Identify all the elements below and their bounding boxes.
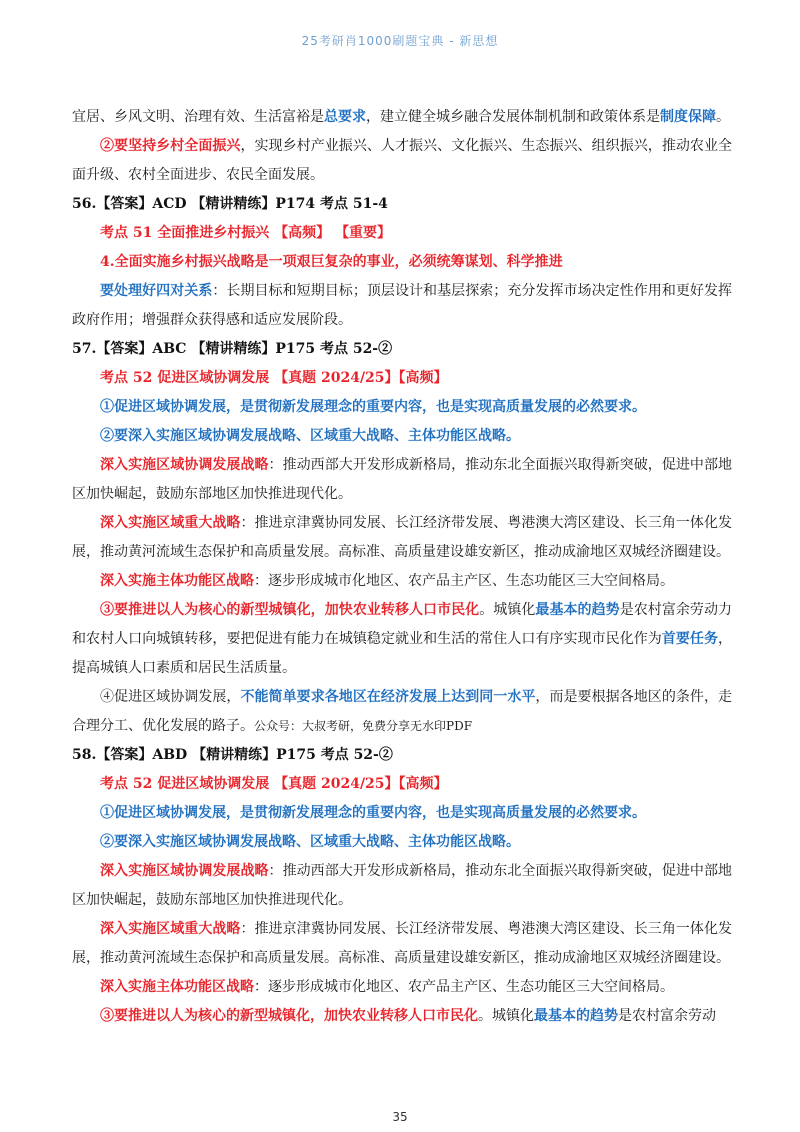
document-body — [72, 103, 732, 1031]
highlight: 深入实施区域重大战略 — [100, 921, 241, 937]
point-58-3 — [72, 1002, 732, 1031]
page-header: 25考研肖1000刷题宝典 - 新思想 — [301, 34, 499, 48]
text: 。 — [716, 109, 730, 125]
text: 。城镇化 — [479, 602, 536, 618]
highlight: 深入实施区域重大战略 — [100, 515, 241, 531]
point-57-1: ①促进区域协调发展，是贯彻新发展理念的重要内容，也是实现高质量发展的必然要求。 — [100, 399, 646, 415]
text: ，提高城镇人口素质和居民生活质量。 — [72, 631, 733, 676]
answer-56: 56.【答案】ACD 【精讲精练】P174 考点 51-4 — [72, 196, 388, 212]
highlight: 最基本的趋势 — [535, 602, 620, 618]
topic-58: 考点 52 促进区域协调发展 【真题 2024/25】【高频】 — [100, 776, 448, 792]
point-56: 4.全面实施乡村振兴战略是一项艰巨复杂的事业，必须统筹谋划、科学推进 — [100, 254, 563, 270]
text: 宜居、乡风文明、治理有效、生活富裕是 — [72, 109, 324, 125]
relations-56 — [72, 277, 732, 335]
answer-58: 58.【答案】ABD 【精讲精练】P175 考点 52-② — [72, 747, 393, 763]
highlight: 制度保障 — [660, 109, 716, 125]
text: ：逐步形成城市化地区、农产品主产区、生态功能区三大空间格局。 — [254, 573, 674, 589]
strategy-58-1 — [72, 857, 732, 915]
strategy-57-2 — [72, 509, 732, 567]
highlight: 深入实施区域协调发展战略 — [100, 457, 269, 473]
highlight: 不能简单要求各地区在经济发展上达到同一水平 — [240, 689, 536, 705]
highlight: 深入实施主体功能区战略 — [100, 573, 254, 589]
text: ：逐步形成城市化地区、农产品主产区、生态功能区三大空间格局。 — [254, 979, 674, 995]
text: ：推进京津冀协同发展、长江经济带发展、粤港澳大湾区建设、长三角一体化发展，推动黄河流域生态保护和高质量发展。高标准、高质量建设雄安新区，推动成渝地区双城经济圈建设。 — [72, 515, 733, 560]
text: ，而是要根据各地区的条件，走合理分工、优化发展的路子。 — [72, 689, 733, 734]
text: ：推动西部大开发形成新格局，推动东北全面振兴取得新突破，促进中部地区加快崛起，鼓励东部地区加快推进现代化。 — [72, 863, 732, 908]
point-58-2: ②要深入实施区域协调发展战略、区域重大战略、主体功能区战略。 — [100, 834, 520, 850]
answer-57: 57.【答案】ABC 【精讲精练】P175 考点 52-② — [72, 341, 393, 357]
text: 是农村富余劳动力和农村人口向城镇转移，要把促进有能力在城镇稳定就业和生活的常住人口有序实现市民化作为 — [72, 602, 733, 647]
point-57-4 — [72, 683, 732, 741]
highlight: ③要推进以人为核心的新型城镇化，加快农业转移人口市民化 — [100, 602, 480, 618]
watermark-note: 公众号：大叔考研，免费分享无水印PDF — [254, 719, 473, 733]
text: 。城镇化 — [478, 1008, 534, 1024]
point-57-2: ②要深入实施区域协调发展战略、区域重大战略、主体功能区战略。 — [100, 428, 520, 444]
text: 是农村富余劳动 — [618, 1008, 716, 1024]
strategy-57-3 — [72, 567, 732, 596]
highlight: 要处理好四对关系 — [100, 283, 213, 299]
highlight: 首要任务 — [661, 631, 719, 647]
highlight: 深入实施主体功能区战略 — [100, 979, 254, 995]
point-58-1: ①促进区域协调发展，是贯彻新发展理念的重要内容，也是实现高质量发展的必然要求。 — [100, 805, 646, 821]
point-57-3 — [72, 596, 732, 683]
highlight: 深入实施区域协调发展战略 — [100, 863, 269, 879]
text: ：推进京津冀协同发展、长江经济带发展、粤港澳大湾区建设、长三角一体化发展，推动黄河流域生态保护和高质量发展。高标准、高质量建设雄安新区，推动成渝地区双城经济圈建设。 — [72, 921, 733, 966]
highlight: ②要坚持乡村全面振兴 — [100, 138, 241, 154]
strategy-58-2 — [72, 915, 732, 973]
intro-line — [72, 103, 732, 132]
intro-point-2 — [72, 132, 732, 190]
topic-57: 考点 52 促进区域协调发展 【真题 2024/25】【高频】 — [100, 370, 448, 386]
text: ：推动西部大开发形成新格局，推动东北全面振兴取得新突破，促进中部地区加快崛起，鼓励东部地区加快推进现代化。 — [72, 457, 732, 502]
text: ④促进区域协调发展， — [100, 689, 241, 705]
strategy-57-1 — [72, 451, 732, 509]
highlight: 最基本的趋势 — [534, 1008, 618, 1024]
text: ：长期目标和短期目标；顶层设计和基层探索；充分发挥市场决定性作用和更好发挥政府作用；增强群众获得感和适应发展阶段。 — [72, 283, 733, 328]
topic-56: 考点 51 全面推进乡村振兴 【高频】 【重要】 — [100, 225, 391, 241]
strategy-58-3 — [72, 973, 732, 1002]
page-number: 35 — [392, 1110, 408, 1124]
text: ，实现乡村产业振兴、人才振兴、文化振兴、生态振兴、组织振兴，推动农业全面升级、农村全面进步、农民全面发展。 — [72, 138, 733, 183]
highlight: 总要求 — [324, 109, 366, 125]
highlight: ③要推进以人为核心的新型城镇化，加快农业转移人口市民化 — [100, 1008, 478, 1024]
text: ，建立健全城乡融合发展体制机制和政策体系是 — [366, 109, 660, 125]
